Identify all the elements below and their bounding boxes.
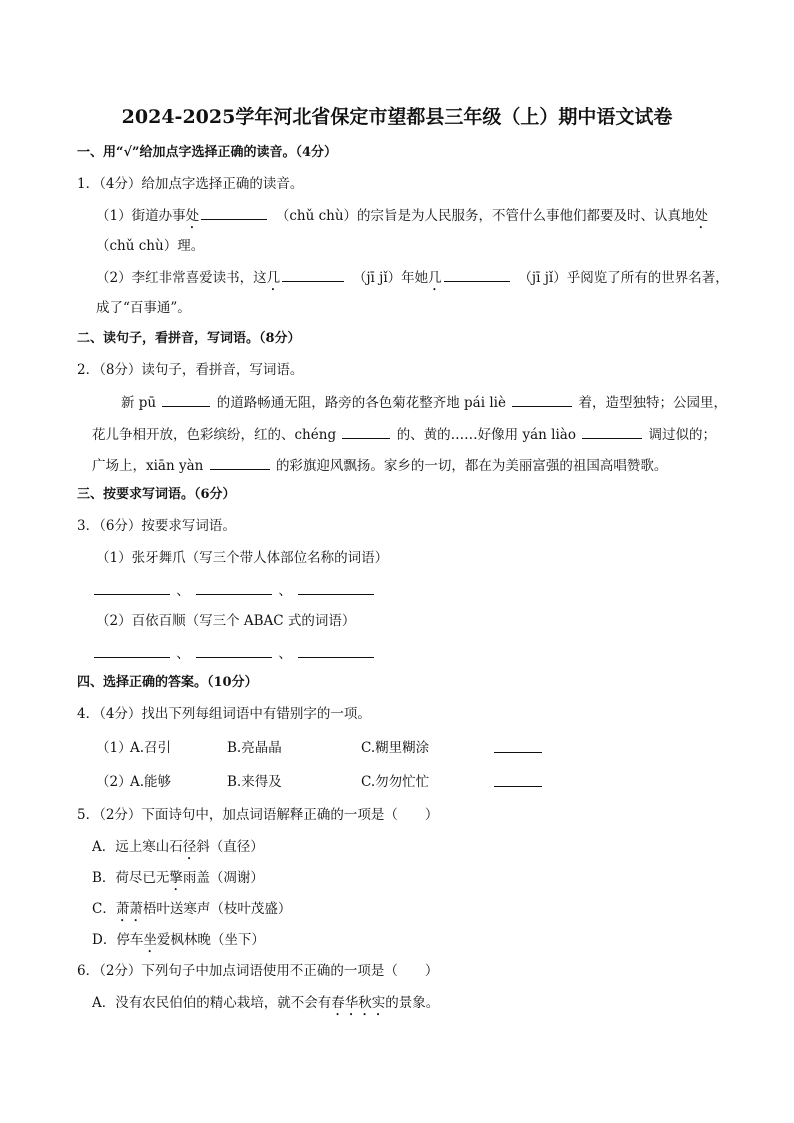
q5-option-d[interactable] [92,930,265,956]
option-text: 斜（直径） [196,839,264,855]
q5-stem: 5．（2分）下面诗句中，加点词语解释正确的一项是（ ） [77,807,439,823]
q4-row-1-number: （1） [96,740,132,756]
option-text: 爱枫林晚（坐下） [156,932,265,948]
q2-stem: 2．（8分）读句子，看拼音，写词语。 [77,362,304,378]
q4-row-2-option-c: C.勿勿忙忙 [361,774,430,790]
q1-stem: 1．（4分）给加点字选择正确的读音。 [77,176,304,192]
answer-blank[interactable] [210,455,270,470]
q1-dotted-char: 处 [185,208,200,224]
q3-blanks-2 [92,643,376,664]
q1-text: （jī jǐ）年她 [359,270,429,286]
separator: 、 [176,583,190,599]
answer-blank[interactable] [94,580,170,595]
q1-line-2: （chǔ chù）理。 [96,238,205,254]
option-text: 的景象。 [385,995,440,1011]
q4-row-2-option-b: B.来得及 [227,774,282,790]
q4-row-1-answer[interactable] [494,738,542,759]
q2-text: 的、黄的……好像用 yán liào [396,427,576,443]
option-text: 雨盖（凋谢） [182,870,264,886]
answer-blank[interactable] [162,392,210,407]
option-text: B．荷尽已无 [92,870,170,886]
q2-text: 着，造型独特；公园里， [578,395,728,411]
answer-blank[interactable] [512,392,572,407]
option-text: 梧叶送寒声（枝叶茂盛） [142,901,292,917]
q4-row-2-option-a: A.能够 [130,774,172,790]
dotted-word: 坐 [143,932,157,948]
dotted-word: 擎 [169,870,183,886]
q2-text: 调过似的； [648,427,717,443]
option-text: A．没有农民伯伯的精心栽培，就不会有 [92,995,332,1011]
section-2-heading: 二、读句子，看拼音，写词语。（8分） [77,331,301,346]
answer-blank[interactable] [494,738,542,753]
answer-blank[interactable] [196,580,272,595]
section-1-heading: 一、用“√”给加点字选择正确的读音。（4分） [77,145,338,160]
q3-stem: 3．（6分）按要求写词语。 [77,518,236,534]
answer-blank[interactable] [94,643,170,658]
q2-para-line-1 [121,392,727,413]
section-3-heading: 三、按要求写词语。（6分） [77,487,236,502]
answer-blank[interactable] [201,205,267,220]
answer-blank[interactable] [282,267,344,282]
q2-para-line-3 [92,455,667,476]
q4-row-2-number: （2） [96,774,132,790]
separator: 、 [278,583,292,599]
q5-option-c[interactable] [92,899,291,925]
pinyin-text: 新 pū [121,395,157,411]
option-text: A．远上寒山石 [92,839,183,855]
separator: 、 [176,646,190,662]
q4-row-1-option-c: C.糊里糊涂 [361,740,430,756]
q4-row-2-answer[interactable] [494,772,542,793]
page-title: 2024-2025学年河北省保定市望都县三年级（上）期中语文试卷 [121,106,673,128]
q2-text: 的彩旗迎风飘扬。家乡的一切，都在为美丽富强的祖国高唱赞歌。 [275,458,668,474]
q5-option-a[interactable] [92,837,264,863]
section-4-heading: 四、选择正确的答案。（10分） [77,675,258,690]
option-text: C． [92,901,116,917]
q3-blanks-1 [92,580,376,601]
q1-dotted-char: 处 [694,208,709,224]
answer-blank[interactable] [298,643,374,658]
q4-stem: 4．（4分）找出下列每组词语中有错别字的一项。 [77,706,371,722]
q1-line-4: 成了“百事通”。 [96,300,191,316]
answer-blank[interactable] [196,643,272,658]
q6-option-a[interactable] [92,993,439,1019]
answer-blank[interactable] [582,424,642,439]
option-text: D．停车 [92,932,144,948]
q5-option-b[interactable] [92,868,264,894]
q1-dotted-char: 几 [266,270,281,286]
q1-line-3 [96,267,729,294]
q4-row-1-option-a: A.召引 [130,740,172,756]
dotted-word: 春华秋实 [331,995,386,1011]
q1-dotted-char: 几 [428,270,442,286]
q2-para-line-2 [92,424,716,445]
q3-item-2: （2）百依百顺（写三个 ABAC 式的词语） [96,613,356,629]
q3-item-1: （1）张牙舞爪（写三个带人体部位名称的词语） [96,550,389,566]
q2-text: 的道路畅通无阻，路旁的各色菊花整齐地 pái liè [216,395,506,411]
q1-line-1 [96,205,708,232]
dotted-word: 径 [182,839,197,855]
q1-text: （chǔ chù）的宗旨是为人民服务，不管什么事他们都要及时、认真地 [282,208,695,224]
dotted-word: 萧萧 [115,901,143,917]
q2-text: 广场上，xiān yàn [92,458,204,474]
q4-row-1-option-b: B.亮晶晶 [227,740,282,756]
separator: 、 [278,646,292,662]
q1-text: （jī jǐ）乎阅览了所有的世界名著， [525,270,729,286]
q2-text: 花儿争相开放，色彩缤纷，红的、chéng [92,427,337,443]
q6-stem: 6．（2分）下列句子中加点词语使用不正确的一项是（ ） [77,963,439,979]
q1-text: （1）街道办事 [96,208,186,224]
answer-blank[interactable] [494,772,542,787]
answer-blank[interactable] [298,580,374,595]
answer-blank[interactable] [342,424,390,439]
q1-text: （2）李红非常喜爱读书，这 [96,270,267,286]
answer-blank[interactable] [444,267,510,282]
